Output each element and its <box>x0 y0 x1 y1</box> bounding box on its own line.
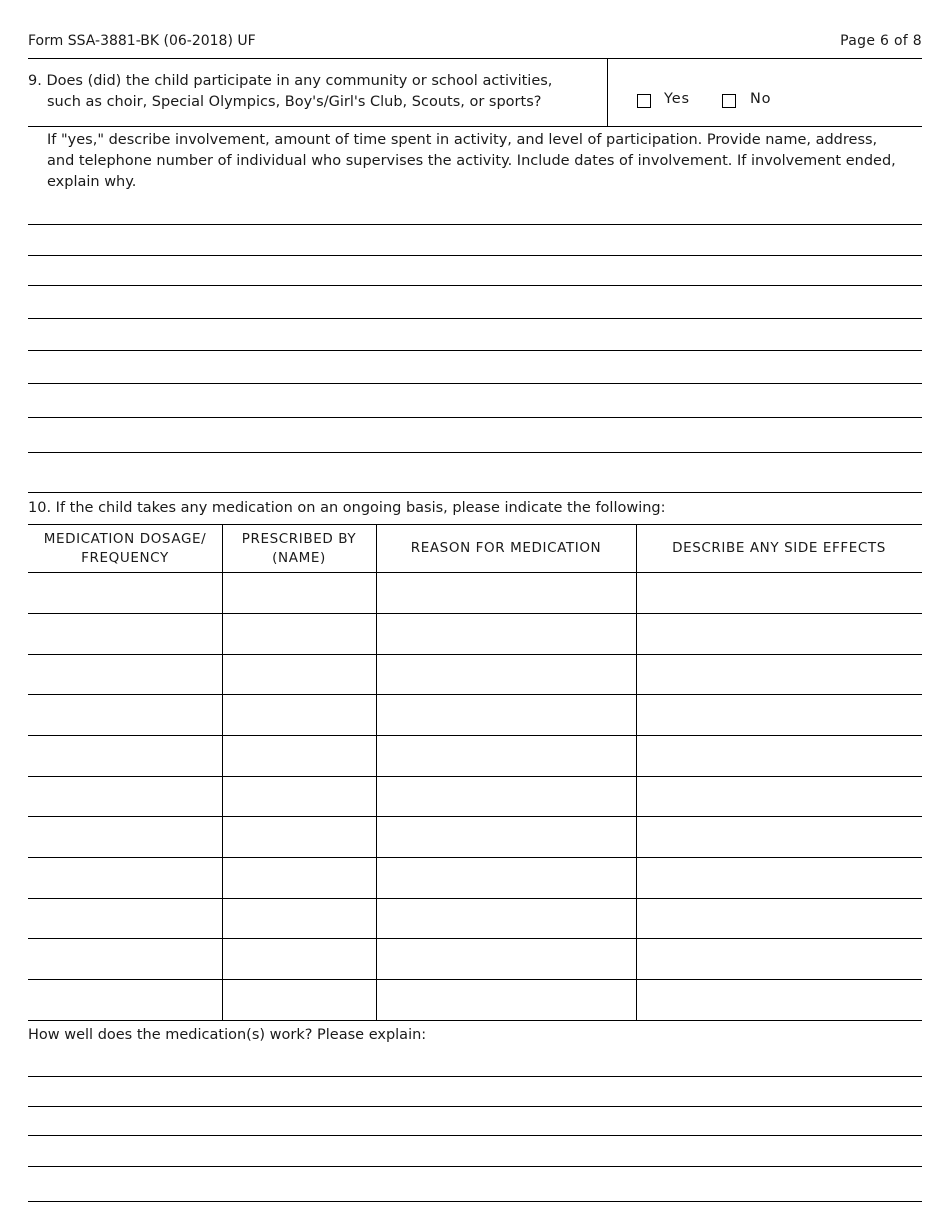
q9-answer-line[interactable] <box>28 452 922 453</box>
table-col-divider <box>376 524 377 1020</box>
col-header-medication-line2: FREQUENCY <box>81 549 169 566</box>
q9-answer-line[interactable] <box>28 318 922 319</box>
follow-up-answer-line[interactable] <box>28 1201 922 1202</box>
q9-answer-line[interactable] <box>28 224 922 225</box>
q9-answer-line[interactable] <box>28 285 922 286</box>
table-row[interactable] <box>28 898 922 899</box>
col-header-prescribed-line2: (NAME) <box>272 549 326 566</box>
follow-up-answer-line[interactable] <box>28 1106 922 1107</box>
q9-instructions-line2: and telephone number of individual who supervises the activity. Include dates of involvement. If involvement ended, <box>47 153 896 169</box>
table-row[interactable] <box>28 694 922 695</box>
follow-up-answer-line[interactable] <box>28 1166 922 1167</box>
col-header-reason: REASON FOR MEDICATION <box>410 540 602 556</box>
col-header-side-effects: DESCRIBE ANY SIDE EFFECTS <box>672 540 886 556</box>
q9-answer-line[interactable] <box>28 417 922 418</box>
q9-yes-checkbox[interactable] <box>637 94 651 108</box>
q10-prompt: 10. If the child takes any medication on an ongoing basis, please indicate the following: <box>28 500 666 516</box>
q9-answer-line[interactable] <box>28 255 922 256</box>
q9-answer-line[interactable] <box>28 492 922 493</box>
col-header-medication <box>28 525 222 572</box>
col-header-medication-line1: MEDICATION DOSAGE/ <box>43 530 207 547</box>
table-col-divider <box>636 524 637 1020</box>
table-row[interactable] <box>28 938 922 939</box>
follow-up-answer-line[interactable] <box>28 1076 922 1077</box>
q9-answer-line[interactable] <box>28 383 922 384</box>
q9-answer-line[interactable] <box>28 350 922 351</box>
q9-yes-label: Yes <box>664 91 690 107</box>
header-rule <box>28 58 922 59</box>
follow-up-answer-line[interactable] <box>28 1135 922 1136</box>
table-bottom-rule <box>28 1020 922 1021</box>
col-header-prescribed-line1: PRESCRIBED BY <box>241 530 357 547</box>
q9-instructions-line1: If "yes," describe involvement, amount of time spent in activity, and level of participation. Provide name, address, <box>47 132 878 148</box>
q9-question-line1: 9. Does (did) the child participate in any community or school activities, <box>28 73 553 89</box>
q9-instructions-line3: explain why. <box>47 174 137 190</box>
q9-rule <box>28 126 922 127</box>
col-header-prescribed-by <box>222 525 376 572</box>
q9-no-label: No <box>750 91 772 107</box>
table-row[interactable] <box>28 613 922 614</box>
table-row[interactable] <box>28 654 922 655</box>
table-row[interactable] <box>28 735 922 736</box>
q9-divider <box>607 58 608 126</box>
table-row[interactable] <box>28 979 922 980</box>
q10-follow-up-prompt: How well does the medication(s) work? Please explain: <box>28 1027 427 1043</box>
table-row[interactable] <box>28 816 922 817</box>
table-row[interactable] <box>28 776 922 777</box>
q9-no-checkbox[interactable] <box>722 94 736 108</box>
table-header-rule <box>28 572 922 573</box>
q9-question-line2: such as choir, Special Olympics, Boy's/Girl's Club, Scouts, or sports? <box>47 94 542 110</box>
page-number: Page 6 of 8 <box>840 33 922 49</box>
table-col-divider <box>222 524 223 1020</box>
table-row[interactable] <box>28 857 922 858</box>
form-id: Form SSA-3881-BK (06-2018) UF <box>28 33 256 49</box>
